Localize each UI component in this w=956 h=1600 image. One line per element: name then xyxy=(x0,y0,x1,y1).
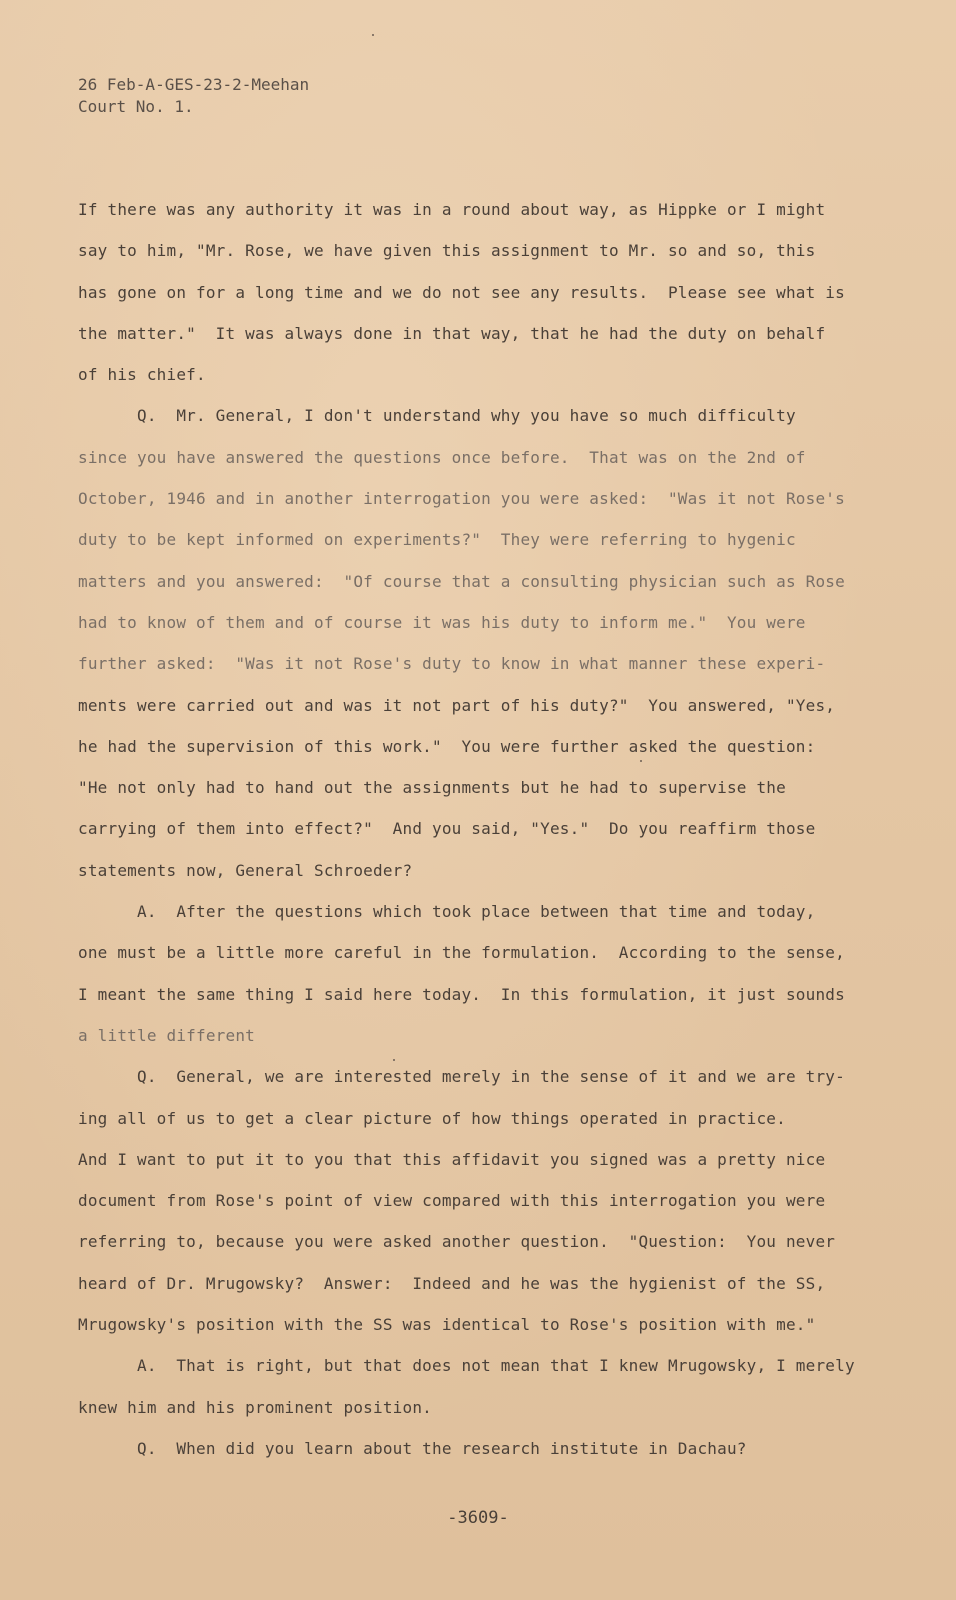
transcript-line: statements now, General Schroeder? xyxy=(78,860,413,880)
transcript-line: Mrugowsky's position with the SS was identical to Rose's position with me." xyxy=(78,1315,816,1335)
transcript-line: he had the supervision of this work." You were further asked the question: xyxy=(78,736,816,756)
transcript-line: ments were carried out and was it not part of his duty?" You answered, "Yes, xyxy=(78,695,836,715)
transcript-line: Q. When did you learn about the research institute in Dachau? xyxy=(78,1438,747,1458)
transcript-line: further asked: "Was it not Rose's duty to know in what manner these experi- xyxy=(78,654,826,674)
header-line-2: Court No. 1. xyxy=(78,97,194,116)
transcript-line: document from Rose's point of view compared with this interrogation you were xyxy=(78,1191,826,1211)
transcript-line: "He not only had to hand out the assignments but he had to supervise the xyxy=(78,778,786,798)
paper-speck xyxy=(372,34,374,36)
header-line-1: 26 Feb-A-GES-23-2-Meehan xyxy=(78,75,310,94)
transcript-line: matters and you answered: "Of course that a consulting physician such as Rose xyxy=(78,571,845,591)
transcript-line: knew him and his prominent position. xyxy=(78,1397,432,1417)
transcript-line: since you have answered the questions once before. That was on the 2nd of xyxy=(78,447,806,467)
paper-speck xyxy=(640,760,642,762)
transcript-line: I meant the same thing I said here today. In this formulation, it just sounds xyxy=(78,984,845,1004)
transcript-line: carrying of them into effect?" And you said, "Yes." Do you reaffirm those xyxy=(78,819,816,839)
transcript-line: has gone on for a long time and we do not see any results. Please see what is xyxy=(78,282,845,302)
transcript-line: referring to, because you were asked another question. "Question: You never xyxy=(78,1232,836,1252)
transcript-line: duty to be kept informed on experiments?" They were referring to hygenic xyxy=(78,530,796,550)
transcript-line: one must be a little more careful in the formulation. According to the sense, xyxy=(78,943,845,963)
transcript-line: say to him, "Mr. Rose, we have given this assignment to Mr. so and so, this xyxy=(78,241,816,261)
transcript-line: a little different xyxy=(78,1025,255,1045)
transcript-line: the matter." It was always done in that way, that he had the duty on behalf xyxy=(78,323,826,343)
transcript-line: of his chief. xyxy=(78,365,206,385)
transcript-line: A. That is right, but that does not mean that I knew Mrugowsky, I merely xyxy=(78,1356,855,1376)
transcript-line: If there was any authority it was in a round about way, as Hippke or I might xyxy=(78,200,826,219)
transcript-line: A. After the questions which took place between that time and today, xyxy=(78,902,816,922)
transcript-line: And I want to put it to you that this affidavit you signed was a pretty nice xyxy=(78,1149,826,1169)
transcript-line: had to know of them and of course it was his duty to inform me." You were xyxy=(78,612,806,632)
page-number: -3609- xyxy=(447,1508,509,1528)
transcript-line: Q. General, we are interested merely in the sense of it and we are try- xyxy=(78,1067,845,1087)
transcript-line: Q. Mr. General, I don't understand why you have so much difficulty xyxy=(78,406,796,426)
transcript-line: October, 1946 and in another interrogation you were asked: "Was it not Rose's xyxy=(78,489,845,509)
transcript-line: ing all of us to get a clear picture of how things operated in practice. xyxy=(78,1108,786,1128)
document-header xyxy=(78,74,309,118)
transcript-body xyxy=(78,189,898,1469)
transcript-line: heard of Dr. Mrugowsky? Answer: Indeed and he was the hygienist of the SS, xyxy=(78,1273,826,1293)
paper-speck xyxy=(393,1059,395,1061)
